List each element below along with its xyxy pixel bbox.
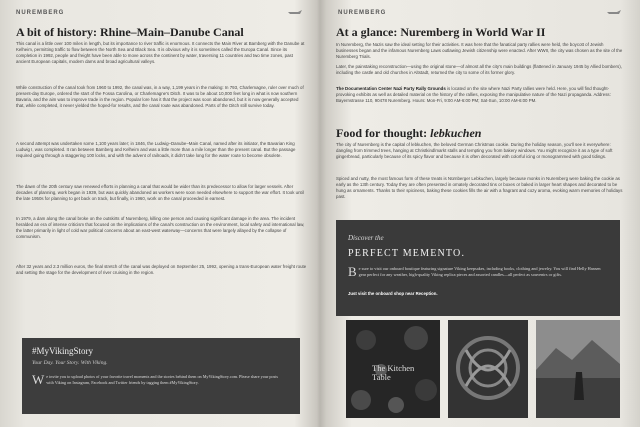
promo-body xyxy=(32,374,284,386)
discover-body-text: e sure to visit our onboard boutique featuring signature Viking keepsakes, including books, clothing and jewelry. You will find Helly Hansen gear perfect for any weather, high-quality Viking replica pieces and assorted candles—all perfect as souvenirs or gifts. xyxy=(358,266,601,277)
discover-body xyxy=(348,266,602,278)
promo-body-text: e invite you to upload photos of your favorite travel moments and the stories behind them on MyVikingStory.com. Please share your posts with Viking on Instagram, Facebook and Twitter friends by tagging them #MyVikingStory. xyxy=(46,374,279,385)
discover-dropcap: B xyxy=(348,264,357,279)
section-title: A bit of history: Rhine–Main–Danube Canal xyxy=(16,25,244,39)
paragraph: In Nuremberg, the Nazis saw the ideal setting for their activities. It was here that the fanatical party rallies were held, the boycott of Jewish businesses began and the infamous Nuremberg Laws outlawing Jewish citizenship were enacted. After WWII, the city was chosen as the site of the Nuremberg Trials. xyxy=(336,42,623,59)
running-head-right: NUREMBERG xyxy=(338,10,387,16)
promo-dropcap: W xyxy=(32,372,45,387)
paragraph: A second attempt was undertaken some 1,100 years later; in 1846, the Ludwig–Danube–Main Canal, named after its initiator, the Bavarian King Ludwig I, was completed. It ran between Bamberg and Kelheim and was a little more than a mile longer than the present canal. But the passage required going through a staggering 100 locks, and with the advent of railroads, it didn't take long for the water route to become obsolete. xyxy=(16,141,296,158)
documentation-center-paragraph xyxy=(336,86,626,104)
ship-logo-icon xyxy=(607,9,621,15)
paragraph: The dawn of the 20th century saw renewed efforts in planning a canal that would be wider than its predecessor to allow for larger vessels. After decades of planning, work began in 1939, but was quickly abandoned as workers were soon needed elsewhere to support the war effort. It took until the late 1950s for planning to get back on track, but finally, in 1960, work on the canal proceeded in earnest. xyxy=(16,184,304,201)
food-title xyxy=(336,126,481,141)
celtic-knot-image xyxy=(448,320,528,418)
paragraph: In 1979, a dam along the canal broke on the outskirts of Nuremberg, killing one person and causing significant damage in the area. The incident heralded an era of intense criticism that focused on the implications of the canal's construction on the environment, local safety and international law, the latter primarily in light of cold war political concerns about an east-west waterway—concerns that were largely allayed by the collapse of communism. xyxy=(16,216,305,239)
right-page xyxy=(332,0,628,427)
perfect-memento-promo xyxy=(336,220,620,316)
mountain-lake-image xyxy=(536,320,620,418)
kitchen-table-caption: The Kitchen Table xyxy=(372,363,415,382)
kitchen-table-photo xyxy=(346,320,440,418)
myvikingstory-promo xyxy=(22,338,300,414)
paragraph: After 32 years and 2.3 million euros, the final stretch of the canal was deployed on September 25, 1992, opening a trans-European water freight route and setting the stage for the development of river cruising in the region. xyxy=(16,264,307,275)
discover-headline: PERFECT MEMENTO. xyxy=(348,248,466,259)
running-head-left: NUREMBERG xyxy=(16,10,65,16)
ship-logo-icon xyxy=(288,9,302,15)
promo-hashtag: #MyVikingStory xyxy=(32,346,93,356)
food-title-prefix: Food for thought: xyxy=(336,126,431,140)
paragraph: Later, the painstaking reconstruction—using the original stone—of almost all the city's main buildings (flattened in January 1945 by Allied bombers), including the castle and old churches in Altstadt, returned the city to some of its former glory. xyxy=(336,64,622,75)
paragraph: The city of Nuremberg is the capital of lebkuchen, the beloved German Christmas cookie. During the holiday season, you'll see it everywhere: dangling from trimmed trees, hanging at Christkindlmarkt stalls and tempting you from bakery windows. You might recognize it as a type of soft gingerbread, particularly because of its spicy flavor and because it is often decorated with colorful icing or monogrammed with good tidings. xyxy=(336,142,613,159)
paragraph: Spiced and nutty, the most famous form of these treats is Nürnberger Lebkuchen, largely because monks in Nuremberg were baking the cookie as early as the 13th century. Today they are often presented in ornately decorated tins or boxes or baked in larger heart shapes and decorated to be hung as ornaments. Thanks to their spiciness, baking these cookies fills the air with a fragrant and cozy aroma, evoking warm memories of holidays past. xyxy=(336,176,623,199)
landscape-photo xyxy=(536,320,620,418)
section-title: At a glance: Nuremberg in World War II xyxy=(336,25,546,39)
discover-cta: Just visit the onboard shop near Reception. xyxy=(348,291,438,296)
food-title-emphasis: lebkuchen xyxy=(430,126,482,140)
documentation-center-label: The Documentation Center Nazi Party Rally Grounds xyxy=(336,86,446,91)
paragraph: While construction of the canal took from 1960 to 1992, the canal was, in a way, 1,199 years in the making: In 793, Charlemagne, ruler over much of present-day Europe, ordered the start of the Fossa Carolina, or Charlemagne's Ditch. It was to be about 10,000 feet long in what is now southern Bavaria, and the aim was to improve trade in the region. Popular lore has it that the project was soon abandoned, but it is now generally accepted that, while completed, it never yielded the hoped-for results, and the canal route was abandoned. Parts of the Ditch still survive today. xyxy=(16,85,304,108)
promo-tagline: Your Day. Your Story. With Viking. xyxy=(32,360,108,366)
knotwork-photo xyxy=(448,320,528,418)
paragraph: This canal is a little over 100 miles in length, but its importance to river traffic is enormous. It connects the Main River at Bamberg with the Danube at Kelheim, permitting traffic to flow between the North Sea and Black Sea. It is obvious why it is sometimes called the Europa Canal. Since its completion in 1992, people and freight have been able to move across the continent by water, traversing 11 countries and two time zones, past ancient European capitals, modern dams and broad agricultural valleys. xyxy=(16,41,305,64)
discover-pre: Discover the xyxy=(348,234,384,242)
left-page xyxy=(12,0,310,427)
documentation-center-text: is located on the site where Nazi Party rallies were held. Here, you will find thought-provoking exhibits as well as detailed material on the history of the rallies, exposing the manipulative nature of the Nazi propaganda. Address: Bayernstrasse 110, 90478 Nuremberg. Hours: Mon-Fri, 9:00 AM-6:00 PM; Sat-Sun, 10:00 AM-6:00 PM. xyxy=(336,86,611,103)
